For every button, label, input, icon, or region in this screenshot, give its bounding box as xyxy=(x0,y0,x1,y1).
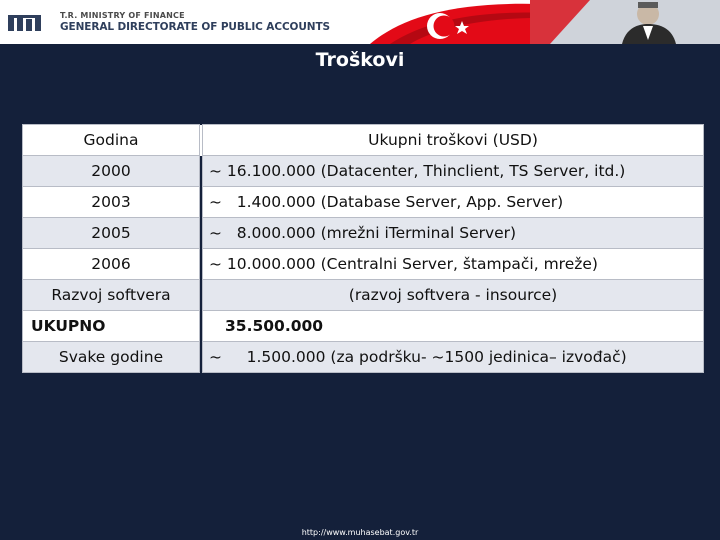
table-row xyxy=(23,342,704,373)
row-label: 2005 xyxy=(23,218,200,249)
table-row xyxy=(23,156,704,187)
ministry-logo-icon xyxy=(8,13,48,33)
table-header-row xyxy=(23,125,704,156)
row-value: ~ 1.400.000 (Database Server, App. Server) xyxy=(203,187,704,218)
row-label: Svake godine xyxy=(23,342,200,373)
table-row xyxy=(23,187,704,218)
row-label: UKUPNO xyxy=(23,311,200,342)
row-value: 35.500.000 xyxy=(203,311,704,342)
header-total-costs: Ukupni troškovi (USD) xyxy=(203,125,704,156)
row-label: 2003 xyxy=(23,187,200,218)
page-header xyxy=(0,0,720,44)
table-row xyxy=(23,218,704,249)
row-value: ~ 8.000.000 (mrežni iTerminal Server) xyxy=(203,218,704,249)
ministry-name-line2: GENERAL DIRECTORATE OF PUBLIC ACCOUNTS xyxy=(60,21,331,33)
row-label: 2006 xyxy=(23,249,200,280)
row-value: ~ 10.000.000 (Centralni Server, štampači, mreže) xyxy=(203,249,704,280)
table-row xyxy=(23,280,704,311)
row-value: (razvoj softvera - insource) xyxy=(203,280,704,311)
table-row xyxy=(23,311,704,342)
slide-title: Troškovi xyxy=(315,49,405,71)
costs-table xyxy=(22,124,704,373)
row-value: ~ 16.100.000 (Datacenter, Thinclient, TS Server, itd.) xyxy=(203,156,704,187)
portrait-photo-icon xyxy=(530,0,720,44)
row-value: ~ 1.500.000 (za podršku- ~1500 jedinica– izvođač) xyxy=(203,342,704,373)
table-row xyxy=(23,249,704,280)
ministry-name-line1: T.R. MINISTRY OF FINANCE xyxy=(60,11,185,20)
row-label: 2000 xyxy=(23,156,200,187)
header-year: Godina xyxy=(23,125,200,156)
footer-url-link[interactable]: http://www.muhasebat.gov.tr xyxy=(301,528,419,537)
row-label: Razvoj softvera xyxy=(23,280,200,311)
